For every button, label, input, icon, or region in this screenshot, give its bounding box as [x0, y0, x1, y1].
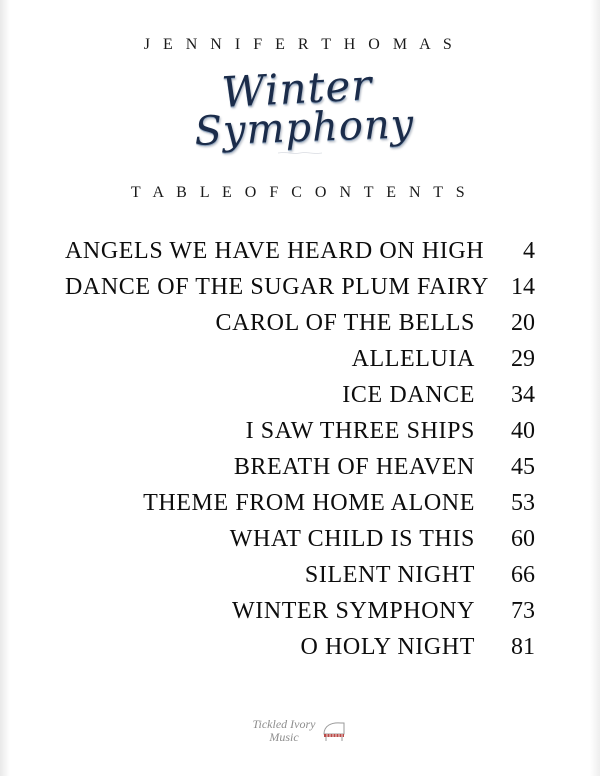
toc-entry-page: 53: [511, 490, 535, 516]
table-of-contents-heading: T A B L E O F C O N T E N T S: [130, 184, 470, 201]
toc-entry-title: CAROL OF THE BELLS: [215, 310, 475, 336]
album-title-line2: Symphony: [193, 101, 416, 155]
toc-entry[interactable]: [65, 490, 535, 517]
toc-entry[interactable]: [65, 634, 535, 661]
table-of-contents-list: [65, 238, 535, 670]
toc-entry-page: 20: [511, 310, 535, 336]
album-title-logo: [140, 60, 460, 162]
toc-entry-page: 40: [511, 418, 535, 444]
toc-entry-title: ICE DANCE: [342, 382, 475, 408]
toc-entry[interactable]: [65, 274, 535, 301]
toc-entry[interactable]: [65, 310, 535, 337]
toc-entry-page: 4: [523, 238, 535, 264]
flourish-decoration: [210, 152, 390, 154]
toc-entry[interactable]: [65, 418, 535, 445]
toc-entry-page: 14: [511, 274, 535, 300]
toc-entry-title: WINTER SYMPHONY: [232, 598, 475, 624]
toc-entry-page: 60: [511, 526, 535, 552]
toc-entry[interactable]: [65, 382, 535, 409]
toc-entry-page: 45: [511, 454, 535, 480]
publisher-footer: [0, 718, 600, 744]
toc-entry-title: ANGELS WE HAVE HEARD ON HIGH: [65, 238, 485, 264]
toc-entry-title: WHAT CHILD IS THIS: [229, 526, 475, 552]
toc-entry-page: 34: [511, 382, 535, 408]
album-title-line1: Winter: [220, 60, 374, 117]
toc-entry[interactable]: [65, 454, 535, 481]
toc-entry-title: SILENT NIGHT: [304, 562, 475, 588]
author-name: J E N N I F E R T H O M A S: [143, 36, 457, 53]
toc-entry-title: I SAW THREE SHIPS: [245, 418, 475, 444]
toc-entry[interactable]: [65, 562, 535, 589]
publisher-name-line2: Music: [269, 730, 299, 744]
grand-piano-icon: [321, 720, 347, 742]
toc-entry-page: 73: [511, 598, 535, 624]
toc-entry-title: O HOLY NIGHT: [300, 634, 475, 660]
toc-entry[interactable]: [65, 346, 535, 373]
toc-entry-page: 66: [511, 562, 535, 588]
toc-entry-title: DANCE OF THE SUGAR PLUM FAIRY: [65, 274, 489, 300]
toc-entry-page: 29: [511, 346, 535, 372]
toc-entry[interactable]: [65, 526, 535, 553]
toc-entry[interactable]: [65, 598, 535, 625]
publisher-name-line1: Tickled Ivory: [252, 717, 316, 731]
toc-entry[interactable]: [65, 238, 535, 265]
toc-entry-title: ALLELUIA: [351, 346, 475, 372]
toc-entry-title: THEME FROM HOME ALONE: [143, 490, 475, 516]
toc-entry-title: BREATH OF HEAVEN: [233, 454, 475, 480]
toc-entry-page: 81: [511, 634, 535, 660]
